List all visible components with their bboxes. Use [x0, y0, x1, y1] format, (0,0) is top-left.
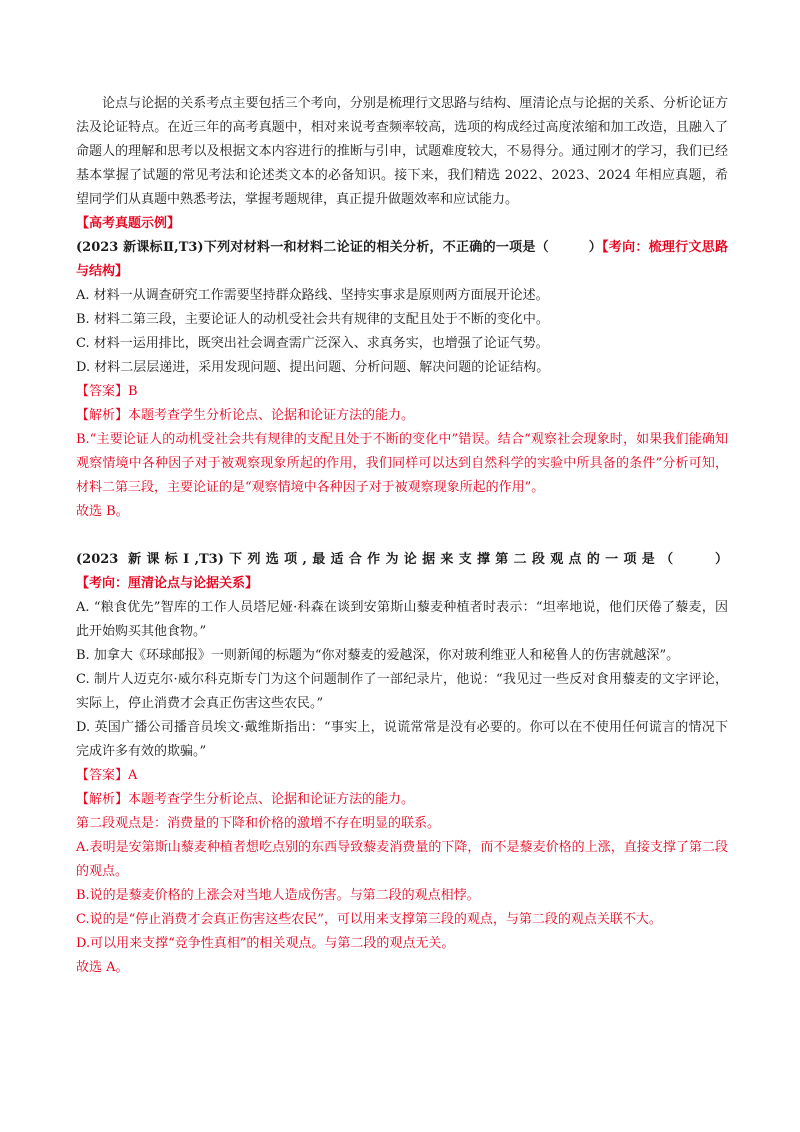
question-2-option-c: C. 制片人迈克尔·威尔科克斯专门为这个问题制作了一部纪录片，他说：“我见过一些反对食用藜麦的文字评论，实际上，停止消费才会真正伤害这些农民。” — [76, 672, 728, 711]
spacer — [76, 524, 728, 548]
question-1-analysis-intro: 【解析】本题考查学生分析论点、论据和论证方法的能力。 — [76, 408, 415, 423]
question-2-answer: 【答案】A — [76, 768, 138, 783]
question-1-stem — [76, 236, 728, 284]
question-2-analysis-intro: 【解析】本题考查学生分析论点、论据和论证方法的能力。 — [76, 792, 415, 807]
question-1-option-c: C. 材料一运用排比，既突出社会调查需广泛深入、求真务实，也增强了论证气势。 — [76, 336, 549, 351]
question-2-option-a: A. “粮食优先”智库的工作人员塔尼娅·科森在谈到安第斯山藜麦种植者时表示：“坦率地说，他们厌倦了藜麦，因此开始购买其他食物。” — [76, 600, 728, 639]
question-2-stem-text: (2023 新课标Ⅰ,T3)下列选项,最适合作为论据来支撑第二段观点的一项是（ ） — [76, 552, 728, 567]
question-1-stem-text: (2023 新课标Ⅱ,T3)下列对材料一和材料二论证的相关分析，不正确的一项是（ ） — [76, 240, 603, 255]
question-2-option-d: D. 英国广播公司播音员埃文·戴维斯指出：“事实上，说谎常常是没有必要的。你可以在不使用任何谎言的情况下完成许多有效的欺骗。” — [76, 720, 728, 759]
intro-paragraph: 论点与论据的关系考点主要包括三个考向，分别是梳理行文思路与结构、厘清论点与论据的关系、分析论证方法及论证特点。在近三年的高考真题中，相对来说考查频率较高，选项的构成经过高度浓缩和加工改造，且融入了命题人的理解和思考以及根据文本内容进行的推断与引申，试题难度较大，不易得分。通过刚才的学习，我们已经基本掌握了试题的常见考法和论述类文本的必备知识。接下来，我们精选 2022、2023、2024 年相应真题，希望同学们从真题中熟悉考法，掌握考题规律，真正提升做题效率和应试能力。 — [76, 96, 728, 207]
question-1-conclusion: 故选 B。 — [76, 504, 129, 519]
question-1-tag: 【考向：梳理行文思路与结构】 — [76, 240, 728, 279]
question-2-option-b: B. 加拿大《环球邮报》一则新闻的标题为“你对藜麦的爱越深，你对玻利维亚人和秘鲁人的伤害就越深”。 — [76, 648, 680, 663]
question-1-answer: 【答案】B — [76, 384, 138, 399]
question-2-stem — [76, 548, 728, 596]
question-1-option-b: B. 材料二第三段，主要论证人的动机受社会共有规律的支配且处于不断的变化中。 — [76, 312, 549, 327]
document-page — [76, 92, 728, 980]
question-2-conclusion: 故选 A。 — [76, 960, 129, 975]
question-1-option-a: A. 材料一从调查研究工作需要坚持群众路线、坚持实事求是原则两方面展开论述。 — [76, 288, 549, 303]
question-2-viewpoint: 第二段观点是：消费量的下降和价格的激增不存在明显的联系。 — [76, 816, 441, 831]
question-2-tag: 【考向：厘清论点与论据关系】 — [76, 576, 259, 591]
question-2-analysis-a: A.表明是安第斯山藜麦种植者想吃点别的东西导致藜麦消费量的下降，而不是藜麦价格的上涨，直接支撑了第二段的观点。 — [76, 840, 728, 879]
question-1-analysis-body: B.“主要论证人的动机受社会共有规律的支配且处于不断的变化中”错误。结合“观察社会现象时，如果我们能确知观察情境中各种因子对于被观察现象所起的作用，我们同样可以达到自然科学的实验中所具备的条件”分析可知，材料二第三段，主要论证的是“观察情境中各种因子对于被观察现象所起的作用”。 — [76, 432, 728, 495]
section-heading: 【高考真题示例】 — [76, 216, 181, 231]
question-2-analysis-c: C.说的是“停止消费才会真正伤害这些农民”，可以用来支撑第三段的观点，与第二段的观点关联不大。 — [76, 912, 662, 927]
question-2-analysis-d: D.可以用来支撑“竞争性真相”的相关观点。与第二段的观点无关。 — [76, 936, 455, 951]
question-2-analysis-b: B.说的是藜麦价格的上涨会对当地人造成伤害。与第二段的观点相悖。 — [76, 888, 480, 903]
question-1-option-d: D. 材料二层层递进，采用发现问题、提出问题、分析问题、解决问题的论证结构。 — [76, 360, 550, 375]
